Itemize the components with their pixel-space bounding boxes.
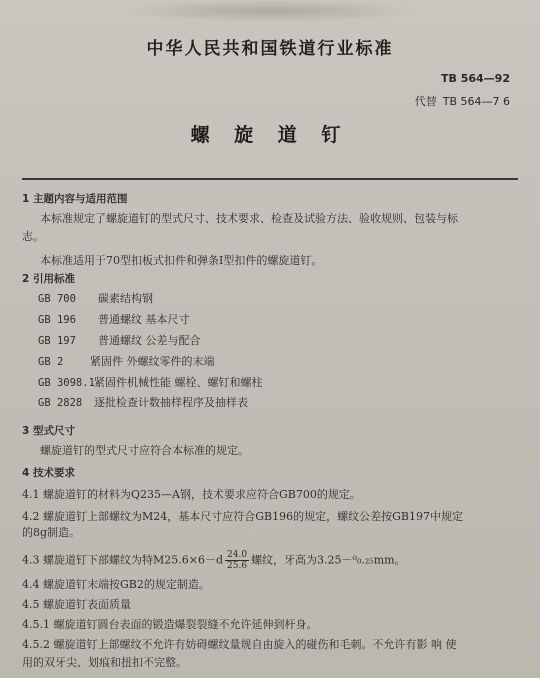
document-title: 螺 旋 道 钉	[190, 124, 350, 146]
ref-title: 普通螺纹 公差与配合	[98, 334, 201, 347]
ref-code: GB 2828	[38, 397, 83, 409]
clause-4-4: 4.4 螺旋道钉末端按GB2的规定制造。	[22, 578, 210, 591]
section-1-para-1a: 本标准规定了螺旋道钉的型式尺寸、技术要求、检查及试验方法、验收规则、包装与标	[40, 212, 458, 225]
ref-code: GB 2	[38, 356, 64, 368]
replaces-code: TB 564—7 6	[442, 95, 510, 108]
org-title: 中华人民共和国铁道行业标准	[146, 39, 394, 59]
scan-smudge	[120, 0, 420, 22]
section-3-para-1: 螺旋道钉的型式尺寸应符合本标准的规定。	[40, 444, 249, 457]
ref-title: 紧固件机械性能 螺栓、螺钉和螺柱	[94, 376, 263, 389]
ref-item	[38, 355, 518, 369]
clause-4-3-post: 螺纹，牙高为3.25－⁰₀.₂₅mm。	[251, 553, 406, 567]
section-2-heading: 2 引用标准	[22, 273, 75, 285]
ref-code: GB 3098.1	[38, 377, 95, 389]
clause-4-5: 4.5 螺旋道钉表面质量	[22, 598, 131, 611]
clause-4-5-2a: 4.5.2 螺旋道钉上部螺纹不允许有妨碍螺纹量规自由旋入的碰伤和毛刺。不允许有影 响 使	[22, 638, 457, 651]
ref-item	[38, 313, 518, 327]
thread-fraction	[225, 550, 249, 571]
ref-item	[38, 334, 518, 348]
ref-code: GB 700	[38, 293, 76, 305]
ref-code: GB 196	[38, 314, 76, 326]
clause-4-1: 4.1 螺旋道钉的材料为Q235—A钢，技术要求应符合GB700的规定。	[22, 488, 361, 501]
clause-4-3	[22, 550, 518, 571]
clause-4-2a: 4.2 螺旋道钉上部螺纹为M24，基本尺寸应符合GB196的规定，螺纹公差按GB197中规定	[22, 510, 463, 523]
section-4-heading: 4 技术要求	[22, 467, 75, 479]
section-1-para-2: 本标准适用于70型扣板式扣件和弹条Ⅰ型扣件的螺旋道钉。	[40, 254, 323, 267]
section-1-para-1b: 志。	[22, 230, 44, 243]
clause-4-2b: 的8g制造。	[22, 526, 81, 539]
ref-code: GB 197	[38, 335, 76, 347]
ref-item	[38, 376, 518, 390]
ref-item	[38, 292, 518, 306]
clause-4-3-pre: 4.3 螺旋道钉下部螺纹为特M25.6×6－d	[22, 553, 224, 567]
replaces-line	[415, 93, 510, 109]
standard-number: TB 564—92	[441, 72, 510, 85]
ref-title: 逐批检查计数抽样程序及抽样表	[94, 396, 248, 409]
ref-item	[38, 396, 518, 410]
fraction-denominator: 25.6	[227, 561, 248, 571]
fraction-numerator: 24.0	[227, 550, 248, 560]
ref-title: 碳素结构钢	[98, 292, 153, 305]
header-rule	[22, 178, 518, 180]
ref-title: 紧固件 外螺纹零件的末端	[90, 355, 215, 368]
clause-4-5-2b: 用的双牙尖、划痕和扭扣不完整。	[22, 656, 187, 669]
section-1-heading: 1 主题内容与适用范围	[22, 193, 128, 205]
clause-4-5-1: 4.5.1 螺旋道钉圆台表面的锻造爆裂裂缝不允许延伸到杆身。	[22, 618, 318, 631]
ref-title: 普通螺纹 基本尺寸	[98, 313, 190, 326]
replaces-label: 代替	[414, 95, 437, 108]
section-3-heading: 3 型式尺寸	[22, 425, 75, 437]
